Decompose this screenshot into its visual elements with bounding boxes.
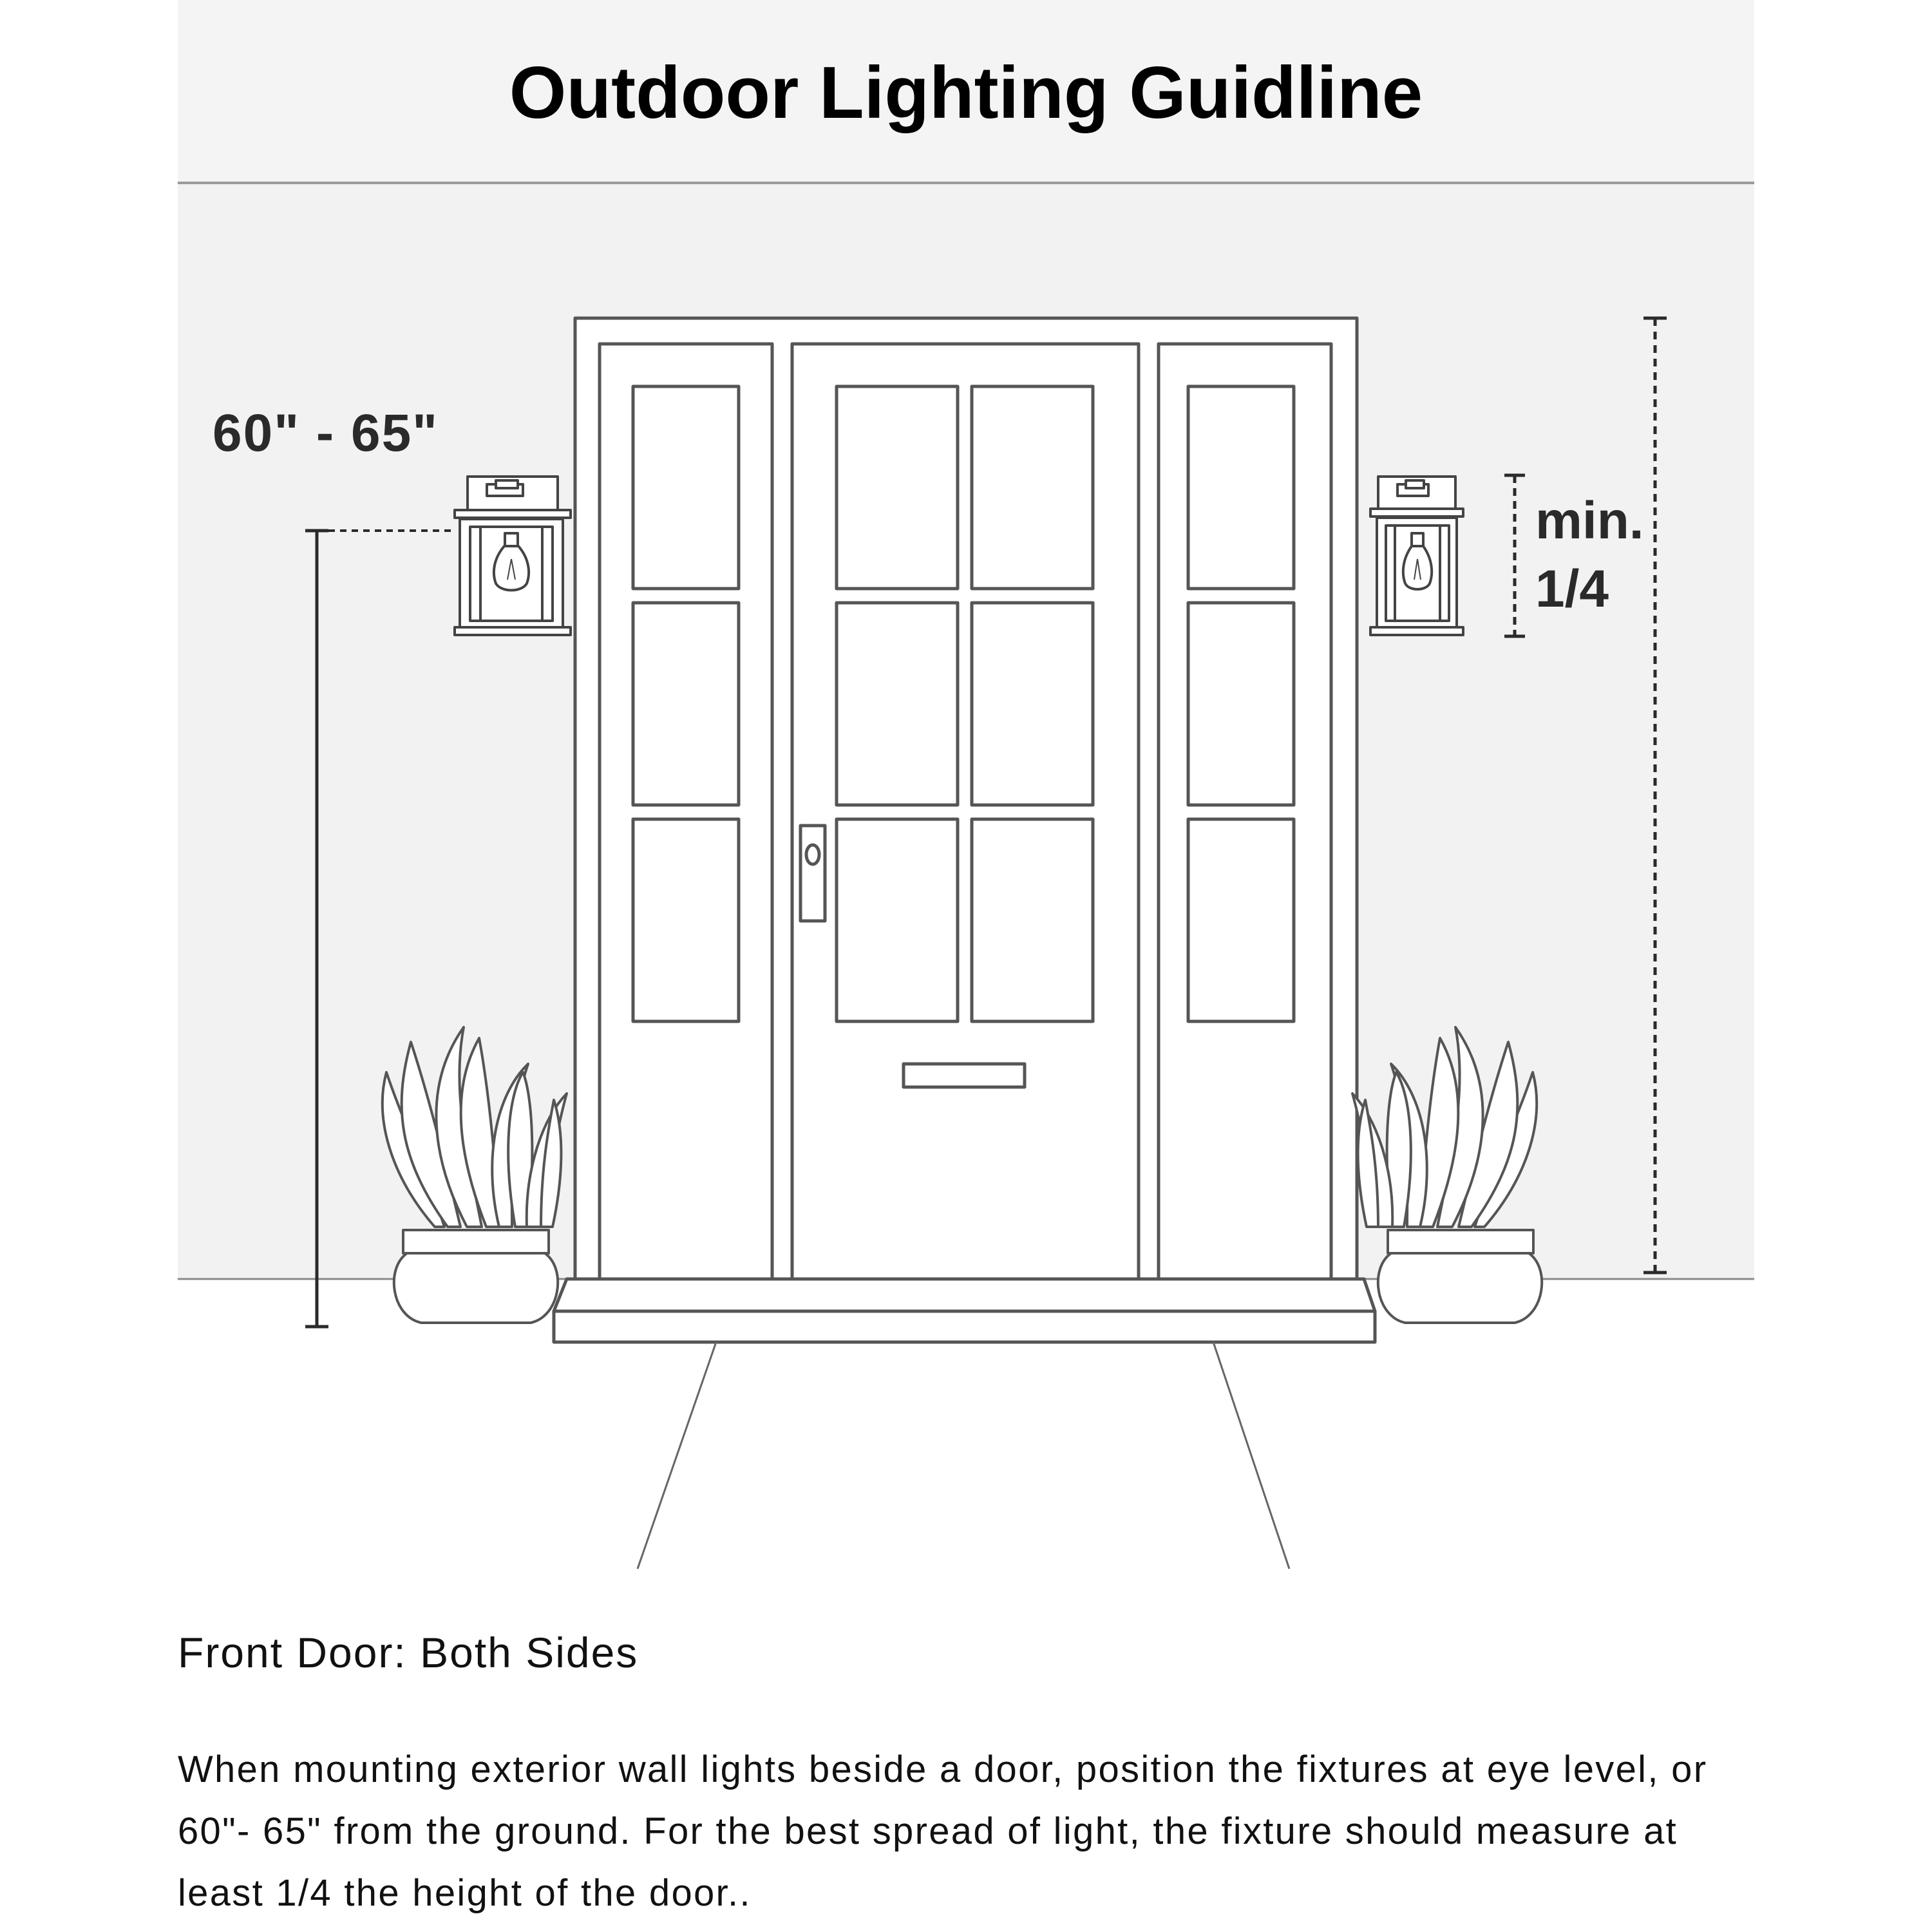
fixture-size-label-line1: min.: [1535, 491, 1644, 550]
fixture-size-label: [1535, 487, 1644, 623]
doorstep-base: [554, 1311, 1375, 1342]
right-pot-rim: [1388, 1230, 1533, 1253]
walkway-line-right: [1213, 1342, 1289, 1569]
description-text: When mounting exterior wall lights beside a door, position the fixtures at eye level, or 60"- 65" from the ground. For the best spread of light, the fixture should measure at least 1/4 the height of the door..: [178, 1748, 1708, 1914]
mounting-height-label: 60" - 65": [213, 404, 439, 462]
walkway-line-left: [638, 1342, 716, 1569]
fixture-size-label-line2: 1/4: [1535, 560, 1609, 618]
left-pot-rim: [403, 1230, 549, 1253]
door-frame: [575, 318, 1357, 1279]
page-title: Outdoor Lighting Guidline: [509, 52, 1423, 134]
right-pot: [1378, 1253, 1542, 1323]
left-wall-lantern: [455, 477, 571, 635]
doorstep: [554, 1279, 1375, 1311]
right-wall-lantern: [1370, 477, 1463, 635]
section-heading: Front Door: Both Sides: [178, 1629, 639, 1676]
left-pot: [394, 1253, 558, 1323]
